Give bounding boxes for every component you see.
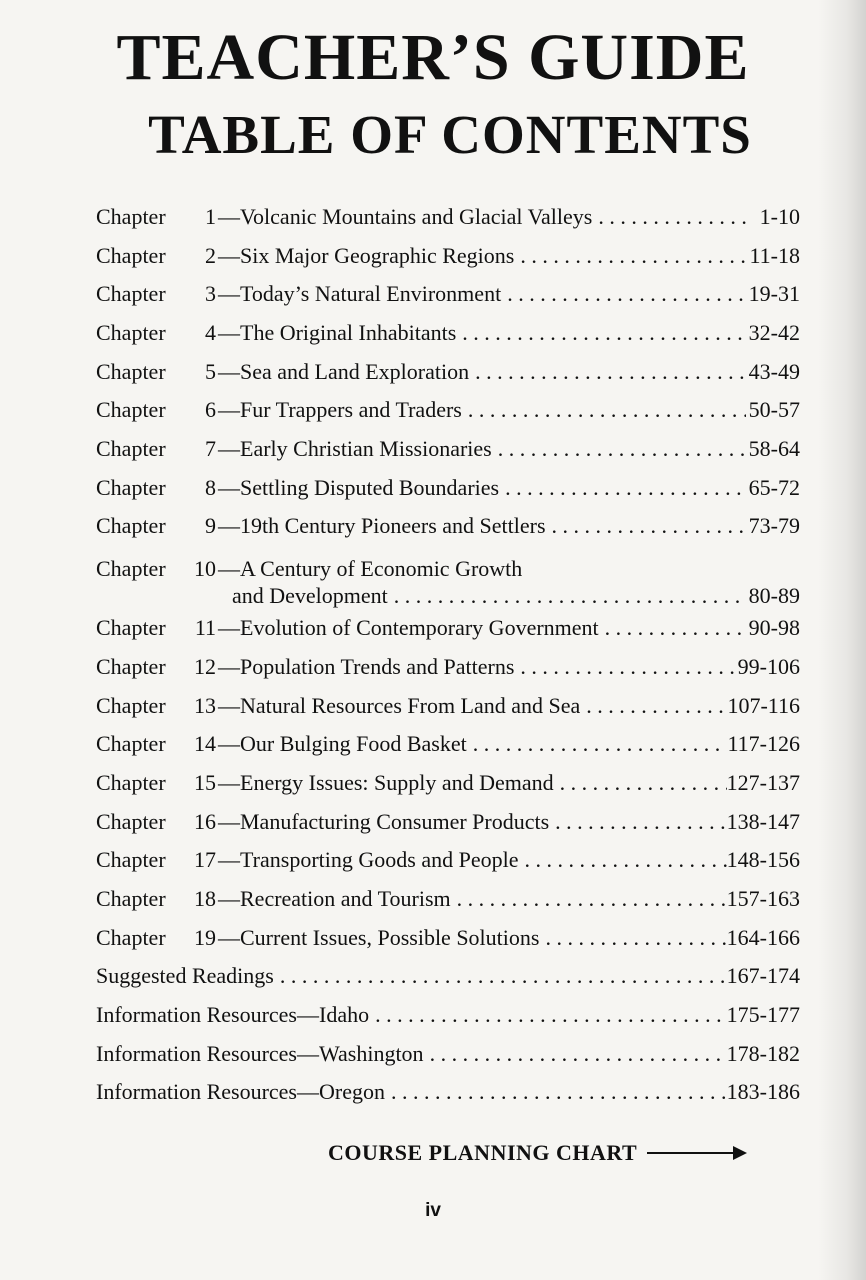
page-range: 90-98: [748, 615, 800, 641]
chapter-title: —Fur Trappers and Traders: [218, 397, 462, 423]
dot-leader: [492, 430, 746, 469]
page-range: 32-42: [748, 320, 800, 346]
dot-leader: [518, 841, 726, 880]
chapter-word: Chapter: [96, 358, 166, 384]
chapter-number: 2: [205, 242, 216, 268]
dot-leader: [467, 725, 728, 764]
chapter-title: —Population Trends and Patterns: [218, 653, 515, 679]
chapter-word: Chapter: [96, 436, 166, 462]
page-edge-shadow: [818, 0, 866, 1280]
page-range: 148-156: [726, 847, 800, 873]
chapter-number: 9: [205, 513, 216, 539]
chapter-word: Chapter: [96, 769, 166, 795]
dot-leader: [469, 353, 746, 392]
chapter-title: —Transporting Goods and People: [218, 847, 519, 873]
chapter-title: —Current Issues, Possible Solutions: [218, 924, 540, 950]
chapter-number: 3: [205, 281, 216, 307]
dot-leader: [456, 314, 746, 353]
page-range: 107-116: [727, 692, 800, 718]
chapter-word: Chapter: [96, 556, 166, 582]
dot-leader: [514, 648, 737, 687]
chapter-number: 18: [194, 885, 216, 911]
chapter-title: —Recreation and Tourism: [218, 885, 451, 911]
toc-entry-chapter-10: [96, 546, 800, 609]
page-range: 80-89: [748, 583, 800, 609]
arrow-right-icon: [647, 1146, 747, 1160]
chapter-number: 4: [205, 320, 216, 346]
dot-leader: [451, 880, 727, 919]
chapter-word: Chapter: [96, 692, 166, 718]
dot-leader: [385, 1073, 727, 1112]
entry-title: Information Resources—Washington: [96, 1040, 424, 1066]
dot-leader: [514, 237, 746, 276]
chapter-number: 10: [194, 556, 216, 582]
toc-entry-chapter-7: [96, 430, 800, 469]
toc-entry-chapter-3: [96, 275, 800, 314]
chapter-word: Chapter: [96, 885, 166, 911]
chapter-title: —Our Bulging Food Basket: [218, 731, 467, 757]
chapter-word: Chapter: [96, 242, 166, 268]
page-range: 164-166: [726, 924, 800, 950]
chapter-word: Chapter: [96, 808, 166, 834]
toc-entry-chapter-14: [96, 725, 800, 764]
toc-entry-chapter-18: [96, 880, 800, 919]
dot-leader: [501, 275, 746, 314]
entry-title: Information Resources—Oregon: [96, 1079, 385, 1105]
page-range: 19-31: [748, 281, 800, 307]
chapter-word: Chapter: [96, 924, 166, 950]
toc-entry-info-oregon: [96, 1073, 800, 1112]
page-range: 99-106: [737, 653, 800, 679]
chapter-title: —Energy Issues: Supply and Demand: [218, 769, 554, 795]
chapter-title: —Six Major Geographic Regions: [218, 242, 515, 268]
chapter-number: 5: [205, 358, 216, 384]
course-planning-text: COURSE PLANNING CHART: [328, 1140, 638, 1165]
chapter-word: Chapter: [96, 731, 166, 757]
page-range: 73-79: [748, 513, 800, 539]
chapter-word: Chapter: [96, 320, 166, 346]
page-range: 175-177: [726, 1002, 800, 1028]
chapter-number: 13: [194, 692, 216, 718]
toc-entry-chapter-9: [96, 508, 800, 547]
chapter-number: 8: [205, 474, 216, 500]
toc-entry-chapter-13: [96, 687, 800, 726]
chapter-title: —Manufacturing Consumer Products: [218, 808, 550, 834]
dot-leader: [388, 582, 746, 609]
dot-leader: [546, 507, 746, 546]
toc-entry-chapter-11: [96, 609, 800, 648]
chapter-number: 16: [194, 808, 216, 834]
page-range: 178-182: [726, 1040, 800, 1066]
course-planning-chart-label: [328, 1140, 747, 1166]
dot-leader: [499, 469, 746, 508]
dot-leader: [539, 919, 726, 958]
toc-entry-chapter-12: [96, 648, 800, 687]
chapter-word: Chapter: [96, 847, 166, 873]
toc-entry-chapter-16: [96, 803, 800, 842]
page-subtitle: TABLE OF CONTENTS: [148, 104, 752, 165]
chapter-title: —Settling Disputed Boundaries: [218, 474, 500, 500]
page-range: 65-72: [748, 474, 800, 500]
toc-entry-chapter-8: [96, 469, 800, 508]
toc-entry-chapter-19: [96, 919, 800, 958]
page-title: TEACHER’S GUIDE: [116, 21, 750, 94]
chapter-number: 11: [194, 615, 216, 641]
dot-leader: [580, 687, 727, 726]
chapter-word: Chapter: [96, 615, 166, 641]
chapter-title: —Evolution of Contemporary Government: [218, 615, 599, 641]
chapter-number: 12: [194, 653, 216, 679]
page-range: 138-147: [726, 808, 800, 834]
page-range: 1-10: [759, 203, 800, 229]
dot-leader: [592, 198, 746, 237]
dot-leader: [424, 1035, 727, 1074]
page-range: 50-57: [748, 397, 800, 423]
chapter-word: Chapter: [96, 203, 166, 229]
toc-entry-chapter-17: [96, 841, 800, 880]
entry-title: Information Resources—Idaho: [96, 1002, 370, 1028]
page-range: 11-18: [749, 242, 800, 268]
chapter-word: Chapter: [96, 474, 166, 500]
dot-leader: [549, 803, 727, 842]
chapter-title: —Natural Resources From Land and Sea: [218, 692, 581, 718]
chapter-number: 6: [205, 397, 216, 423]
chapter-title: —The Original Inhabitants: [218, 320, 457, 346]
dot-leader: [274, 957, 727, 996]
dot-leader: [554, 764, 727, 803]
chapter-title: —A Century of Economic Growth: [218, 556, 523, 582]
dot-leader: [599, 609, 746, 648]
chapter-number: 19: [194, 924, 216, 950]
toc-entry-chapter-1: [96, 198, 800, 237]
toc-entry-chapter-4: [96, 314, 800, 353]
toc-entry-suggested-readings: [96, 957, 800, 996]
dot-leader: [369, 996, 727, 1035]
chapter-number: 17: [194, 847, 216, 873]
toc-entry-chapter-15: [96, 764, 800, 803]
page-range: 43-49: [748, 358, 800, 384]
toc-entry-chapter-5: [96, 353, 800, 392]
chapter-word: Chapter: [96, 653, 166, 679]
entry-title: Suggested Readings: [96, 963, 274, 989]
chapter-number: 15: [194, 769, 216, 795]
page-range: 58-64: [748, 436, 800, 462]
table-of-contents: [96, 198, 800, 1112]
page-range: 157-163: [726, 885, 800, 911]
chapter-title-line2: and Development: [232, 583, 388, 609]
toc-entry-chapter-2: [96, 237, 800, 276]
toc-entry-info-idaho: [96, 996, 800, 1035]
page-range: 183-186: [726, 1079, 800, 1105]
toc-entry-info-washington: [96, 1035, 800, 1074]
chapter-title: —Sea and Land Exploration: [218, 358, 470, 384]
chapter-title: —Early Christian Missionaries: [218, 436, 492, 462]
chapter-number: 7: [205, 436, 216, 462]
toc-entry-chapter-6: [96, 391, 800, 430]
page-number: iv: [425, 1200, 441, 1221]
chapter-number: 14: [194, 731, 216, 757]
chapter-word: Chapter: [96, 513, 166, 539]
chapter-title: —Volcanic Mountains and Glacial Valleys: [218, 203, 593, 229]
chapter-word: Chapter: [96, 397, 166, 423]
chapter-number: 1: [205, 203, 216, 229]
chapter-word: Chapter: [96, 281, 166, 307]
chapter-title: —Today’s Natural Environment: [218, 281, 502, 307]
chapter-title: —19th Century Pioneers and Settlers: [218, 513, 546, 539]
dot-leader: [462, 391, 746, 430]
page-range: 167-174: [726, 963, 800, 989]
page-range: 117-126: [727, 731, 800, 757]
page-range: 127-137: [726, 769, 800, 795]
